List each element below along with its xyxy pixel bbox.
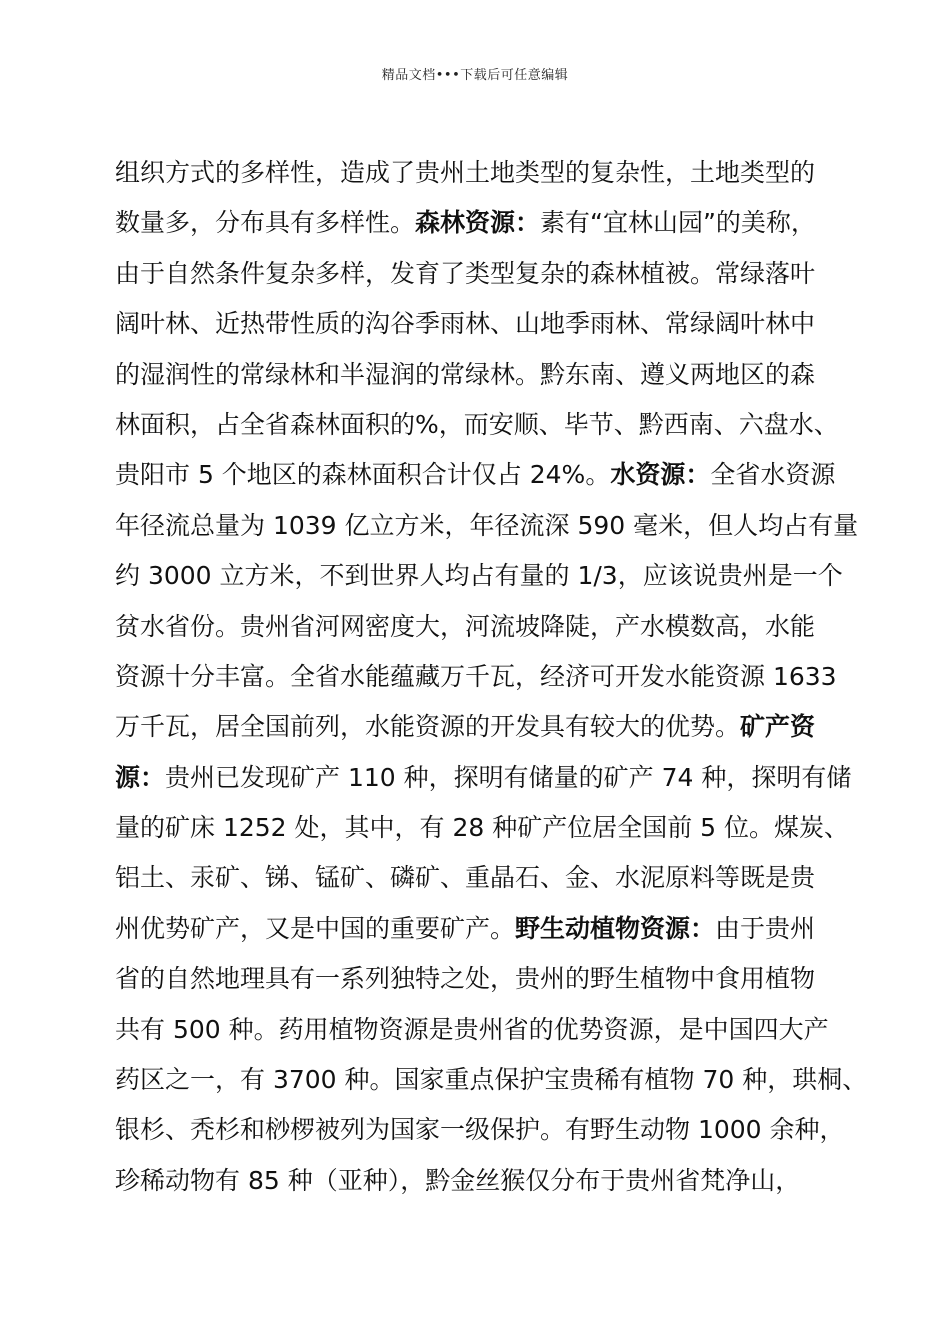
line-text: 贵阳市 5 个地区的森林面积合计仅占 24%。 (115, 460, 611, 490)
text-line (115, 853, 845, 903)
line-text: 资源十分丰富。全省水能蕴藏万千瓦，经济可开发水能资源 1633 (115, 661, 837, 691)
text-line (115, 450, 845, 500)
line-text: 铝土、汞矿、锑、锰矿、磷矿、重晶石、金、水泥原料等既是贵 (115, 863, 816, 893)
text-line (115, 904, 845, 954)
text-line (115, 148, 845, 198)
line-text: 素有“宜林山园”的美称， (540, 208, 816, 238)
text-line (115, 1005, 845, 1055)
text-line (115, 803, 850, 853)
text-line (115, 702, 845, 752)
line-text: 年径流总量为 1039 亿立方米，年径流深 590 毫米，但人均占有量 (115, 510, 859, 540)
document-body (115, 148, 868, 1206)
text-line (115, 350, 845, 400)
text-line (115, 198, 845, 248)
line-text: 的湿润性的常绿林和半湿润的常绿林。黔东南、遵义两地区的森 (115, 359, 816, 389)
line-text: 阔叶林、近热带性质的沟谷季雨林、山地季雨林、常绿阔叶林中 (115, 309, 816, 339)
line-text: 贵州已发现矿产 110 种，探明有储量的矿产 74 种，探明有储 (165, 762, 852, 792)
text-line (115, 1055, 868, 1105)
line-text: 约 3000 立方米，不到世界人均占有量的 1/3，应该说贵州是一个 (115, 561, 843, 591)
text-line (115, 753, 852, 803)
line-text: 省的自然地理具有一系列独特之处，贵州的野生植物中食用植物 (115, 964, 816, 994)
line-text: 全省水资源 (710, 460, 836, 490)
line-text: 组织方式的多样性，造成了贵州土地类型的复杂性，土地类型的 (115, 158, 816, 187)
section-heading: 野生动植物资源： (515, 913, 716, 943)
line-text: 州优势矿产，又是中国的重要矿产。 (115, 913, 516, 943)
text-line (115, 299, 845, 349)
text-line (115, 954, 845, 1004)
text-line (115, 1156, 845, 1206)
line-text: 药区之一，有 3700 种。国家重点保护宝贵稀有植物 70 种，珙桐、 (115, 1065, 868, 1095)
line-text: 量的矿床 1252 处，其中，有 28 种矿产位居全国前 5 位。煤炭、 (115, 813, 850, 843)
line-text: 万千瓦，居全国前列，水能资源的开发具有较大的优势。 (115, 712, 741, 742)
section-heading: 矿产资 (740, 712, 816, 742)
line-text: 林面积，占全省森林面积的%，而安顺、毕节、黔西南、六盘水、 (115, 409, 839, 439)
line-text: 银杉、秃杉和桫椤被列为国家一级保护。有野生动物 1000 余种， (115, 1115, 845, 1145)
section-heading: 源： (115, 762, 166, 792)
line-text: 共有 500 种。药用植物资源是贵州省的优势资源，是中国四大产 (115, 1014, 829, 1044)
text-line (115, 1105, 845, 1155)
line-text: 珍稀动物有 85 种（亚种），黔金丝猴仅分布于贵州省梵净山， (115, 1165, 801, 1195)
text-line (115, 551, 845, 601)
line-text: 由于自然条件复杂多样，发育了类型复杂的森林植被。常绿落叶 (115, 258, 816, 288)
page-header: 精品文档•••下载后可任意编辑 (381, 68, 569, 83)
text-line (115, 400, 845, 450)
text-line (115, 501, 859, 551)
text-line (115, 652, 845, 702)
section-heading: 森林资源： (415, 208, 541, 238)
section-heading: 水资源： (610, 460, 711, 490)
line-text: 由于贵州 (715, 913, 816, 943)
line-text: 贫水省份。贵州省河网密度大，河流坡降陡，产水模数高，水能 (115, 611, 816, 641)
text-line (115, 249, 845, 299)
text-line (115, 602, 845, 652)
line-text: 数量多，分布具有多样性。 (115, 208, 416, 238)
